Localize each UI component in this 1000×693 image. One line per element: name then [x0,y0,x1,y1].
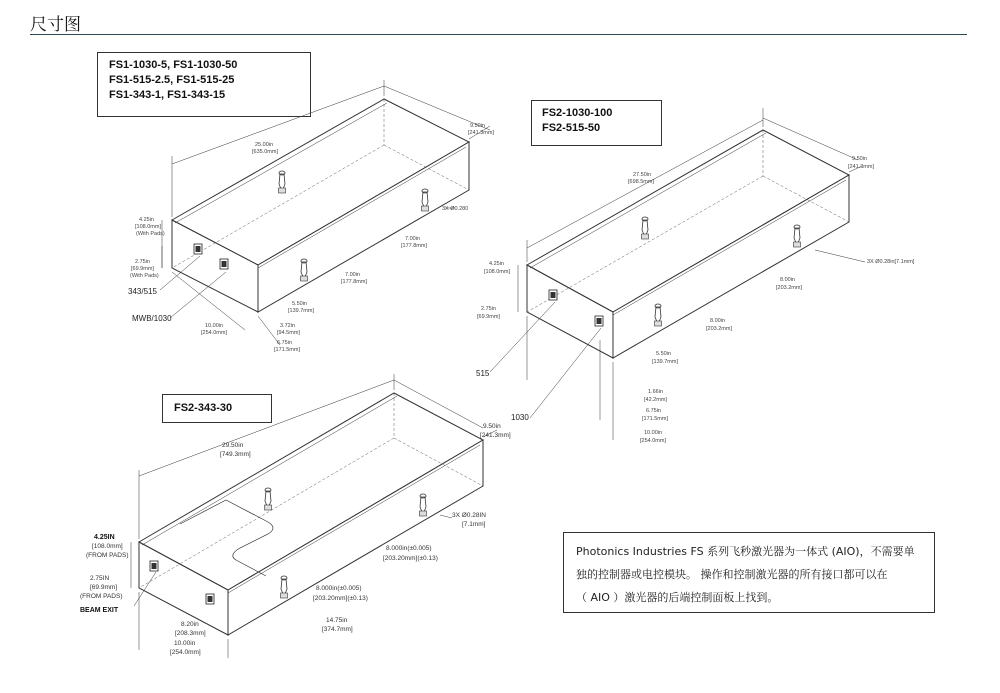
fs2-port-label: 515 [476,369,490,378]
fs3-latch [420,494,427,516]
fs3-length-dim: [749.3mm] [220,451,251,458]
fs2-dim-10: 10.00in [644,430,663,436]
fs1-beam-dim: 2.75in [135,259,150,265]
note-line: Photonics Industries FS 系列飞秒激光器为一体式 (AIO)，不需要单 [576,545,915,558]
fs3-port-exit [150,561,158,571]
fs3-port [206,594,214,604]
fs3-beam-dim: 2.75IN [90,575,110,582]
fs3-beam-exit-label: BEAM EXIT [80,607,119,614]
fs3-dim-8b: [203.20mm](±0.13) [313,595,368,602]
model-label: FS1-1030-5, FS1-1030-50 [109,59,238,71]
fs3-latch [265,488,272,510]
fs2-port-1030 [595,316,603,326]
fs1-beam-dim: [69.9mm] [131,266,154,272]
fs2-port-label: 1030 [511,413,529,422]
fs1-dim-7a: 7.00in [405,236,420,242]
fs1-dim-372: 3.72in [280,323,295,329]
fs2-height-dim: 4.25in [489,261,504,267]
fs3-dim-10: 10.00in [174,640,196,647]
fs3-dim-820: [208.3mm] [175,630,206,637]
fs1-dim-10: 10.00in [205,323,224,329]
fs3-width-dim: 9.50in [483,423,501,430]
fs1-latch [279,171,286,193]
fs2-length-dim: [698.5mm] [628,179,654,185]
model-label: FS2-1030-100 [542,107,613,119]
fs2-width-dim: [241.3mm] [848,164,874,170]
fs2-beam-dim: 2.75in [481,306,496,312]
fs3-beam-dim: [69.9mm] [90,584,118,591]
fs3-dim-1475: [374.7mm] [322,626,353,633]
fs1-dim-55: 5.50in [292,301,307,307]
fs1-port-label: MWB/1030 [132,314,172,323]
fs1-beam-dim: (With Pads) [130,273,159,279]
note-line: （ AIO ）激光器的后端控制面板上找到。 [576,591,779,604]
fs1-dim-675: [171.5mm] [274,347,300,353]
fs3-hole-dim: 3X Ø0.28IN [452,512,486,519]
fs2-dim-166: 1.66in [648,389,663,395]
fs1-dim-372: [94.5mm] [277,330,300,336]
fs1-height-dim: 4.25in [139,217,154,223]
fs1-height-dim: [108.0mm] [135,224,161,230]
fs1-height-dim: (With Pads) [136,231,165,237]
fs3-dim-10: [254.0mm] [170,649,201,656]
fs3-height-dim: 4.25IN [94,534,115,541]
fs2-dim-675: [171.5mm] [642,416,668,422]
fs3-width-dim: [241.3mm] [480,432,511,439]
fs3-beam-dim: (FROM PADS) [80,593,123,600]
fs3-length-dim: 29.50in [222,442,244,449]
drawing-fs1 [160,80,490,345]
fs3-dim-8a: [203.20mm](±0.13) [383,555,438,562]
fs2-dim-166: [42.2mm] [644,397,667,403]
note-line: 独的控制器或电控模块。 操作和控制激光器的所有接口都可以在 [576,568,888,581]
fs3-dim-8b: 8.000in(±0.005) [316,585,362,592]
fs1-latch [422,189,429,211]
fs2-latch [794,225,801,247]
fs1-port-1030 [220,259,228,269]
fs3-dim-1475: 14.75in [326,617,348,624]
fs3-hole-dim: [7.1mm] [462,521,486,528]
fs2-dim-8a: 8.00in [780,277,795,283]
fs1-width-dim: 9.50in [470,123,485,129]
model-label: FS2-515-50 [542,122,601,134]
fs2-dim-55: [139.7mm] [652,359,678,365]
fs2-dim-10: [254.0mm] [640,438,666,444]
fs2-width-dim: 9.50in [852,156,867,162]
fs3-dim-820: 8.20in [181,621,199,628]
fs2-dim-55: 5.50in [656,351,671,357]
fs1-dim-7a: [177.8mm] [401,243,427,249]
fs2-dim-675: 6.75in [646,408,661,414]
fs2-dim-8b: [203.2mm] [706,326,732,332]
fs1-length-dim: 25.00in [255,142,274,148]
fs1-hole-dim: 3X Ø0.280 [442,206,469,212]
fs1-port-343 [194,244,202,254]
page-title: 尺寸图 [30,15,81,35]
fs1-dim-55: [139.7mm] [288,308,314,314]
fs1-port-label: 343/515 [128,287,157,296]
fs2-height-dim: [108.0mm] [484,269,510,275]
description-note [563,532,935,613]
fs1-dim-7b: [177.8mm] [341,279,367,285]
fs1-latch [301,259,308,281]
model-label: FS1-343-1, FS1-343-15 [109,89,226,101]
fs2-port-515 [549,290,557,300]
model-label: FS2-343-30 [174,402,233,414]
fs1-dim-7b: 7.00in [345,272,360,278]
fs1-width-dim: [241.3mm] [468,130,494,136]
fs2-length-dim: 27.50in [633,172,652,178]
fs1-dim-10: [254.0mm] [201,330,227,336]
drawing-fs2-343 [131,374,497,658]
fs2-beam-dim: [69.9mm] [477,314,500,320]
fs3-height-dim: [108.0mm] [92,543,123,550]
fs2-latch [642,217,649,239]
model-label: FS1-515-2.5, FS1-515-25 [109,74,235,86]
fs3-latch [281,576,288,598]
drawing-fs2 [490,108,865,440]
fs1-length-dim: [635.0mm] [252,149,278,155]
fs1-dim-675: 6.75in [277,340,292,346]
fs2-dim-8b: 8.00in [710,318,725,324]
fs2-hole-dim: 3X Ø0.28in[7.1mm] [867,259,915,265]
fs3-dim-8a: 8.000in(±0.005) [386,545,432,552]
fs2-latch [655,304,662,326]
fs2-dim-8a: [203.2mm] [776,285,802,291]
fs3-height-dim: (FROM PADS) [86,552,129,559]
